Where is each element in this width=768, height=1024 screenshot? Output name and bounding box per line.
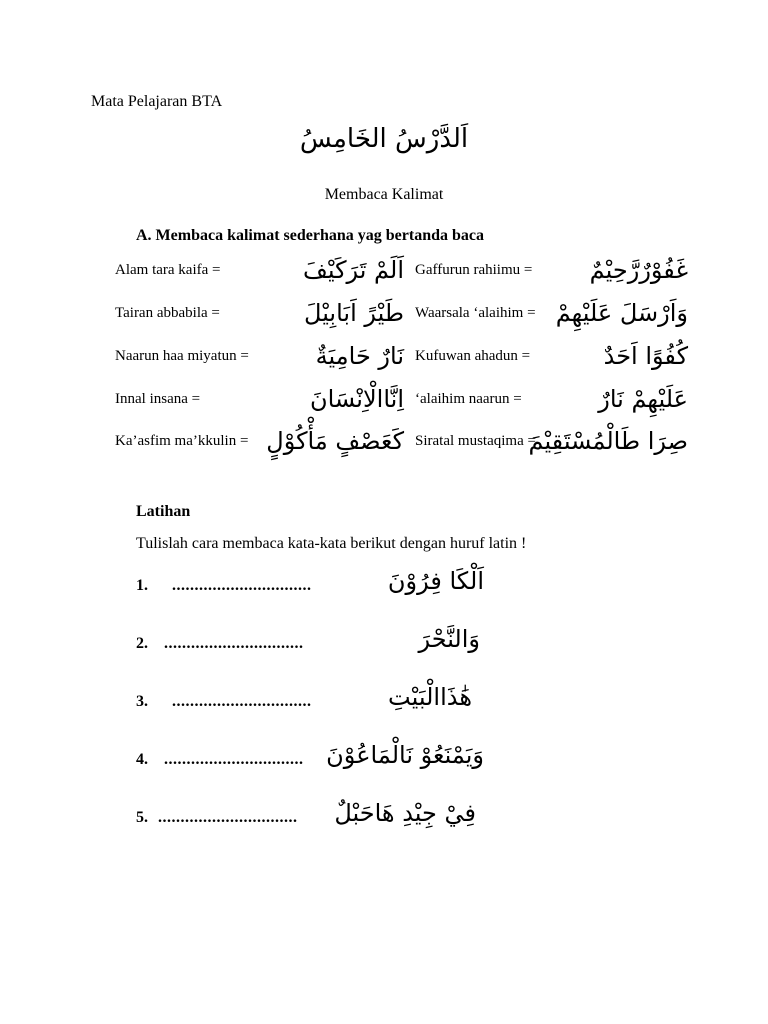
latin-reading: Waarsala ‘alaihim = [415, 305, 536, 321]
subject-label: Mata Pelajaran BTA [91, 93, 223, 110]
exercise-item [0, 625, 768, 675]
exercise-number: 1. [136, 577, 148, 594]
page-heading: Membaca Kalimat [324, 186, 444, 203]
latin-reading: Siratal mustaqima = [415, 433, 536, 449]
arabic-phrase: كَعَصْفٍ مَأْكُوْلٍ [266, 427, 404, 455]
vocab-row [0, 385, 768, 425]
answer-blank[interactable]: ............................... [164, 635, 304, 652]
exercise-item [0, 683, 768, 733]
exercise-item [0, 799, 768, 849]
latin-reading: Tairan abbabila = [115, 305, 220, 321]
arabic-phrase: عَلَيْهِمْ نَارٌ [598, 385, 688, 413]
exercise-arabic-word: وَالنَّحْرَ [418, 625, 480, 653]
vocab-row [0, 342, 768, 382]
exercise-number: 2. [136, 635, 148, 652]
arabic-phrase: اِنَّاالْاِنْسَانَ [309, 385, 404, 413]
exercise-number: 4. [136, 751, 148, 768]
exercise-number: 3. [136, 693, 148, 710]
section-a-title: A. Membaca kalimat sederhana yag bertanda baca [136, 227, 484, 244]
arabic-phrase: نَارٌ حَامِيَةٌ [315, 342, 404, 370]
arabic-phrase: كُفُوًا اَحَدٌ [603, 342, 688, 370]
arabic-phrase: وَاَرْسَلَ عَلَيْهِمْ [555, 299, 688, 327]
exercise-arabic-word: هَٰذَاالْبَيْتِ [388, 683, 472, 711]
exercise-item [0, 567, 768, 617]
arabic-phrase: طَيْرً اَبَابِيْلَ [304, 299, 404, 327]
latihan-instruction: Tulislah cara membaca kata-kata berikut dengan huruf latin ! [136, 535, 527, 552]
answer-blank[interactable]: ............................... [172, 693, 312, 710]
exercise-arabic-word: وَيَمْنَعُوْ نَالْمَاعُوْنَ [326, 741, 484, 769]
latin-reading: ‘alaihim naarun = [415, 391, 522, 407]
exercise-number: 5. [136, 809, 148, 826]
answer-blank[interactable]: ............................... [158, 809, 298, 826]
arabic-phrase: غَفُوْرٌرَّحِيْمٌ [589, 256, 688, 284]
latin-reading: Kufuwan ahadun = [415, 348, 531, 364]
arabic-phrase: صِرَا طَالْمُسْتَقِيْمَ [528, 427, 688, 455]
vocab-row [0, 299, 768, 339]
latin-reading: Innal insana = [115, 391, 201, 407]
latin-reading: Naarun haa miyatun = [115, 348, 249, 364]
exercise-arabic-word: فِيْ جِيْدِ هَاحَبْلٌ [334, 799, 476, 827]
answer-blank[interactable]: ............................... [164, 751, 304, 768]
exercise-item [0, 741, 768, 791]
arabic-phrase: اَلَمْ تَرَكَيْفَ [302, 256, 404, 284]
latin-reading: Gaffurun rahiimu = [415, 262, 533, 278]
latihan-title: Latihan [136, 503, 191, 520]
vocab-row [0, 256, 768, 296]
latin-reading: Ka’asfim ma’kkulin = [115, 433, 249, 449]
vocab-row [0, 427, 768, 467]
exercise-arabic-word: اَلْكَا فِرُوْنَ [387, 567, 484, 595]
arabic-lesson-title: اَلدَّرْسُ الخَامِسُ [299, 124, 469, 154]
latin-reading: Alam tara kaifa = [115, 262, 221, 278]
answer-blank[interactable]: ............................... [172, 577, 312, 594]
